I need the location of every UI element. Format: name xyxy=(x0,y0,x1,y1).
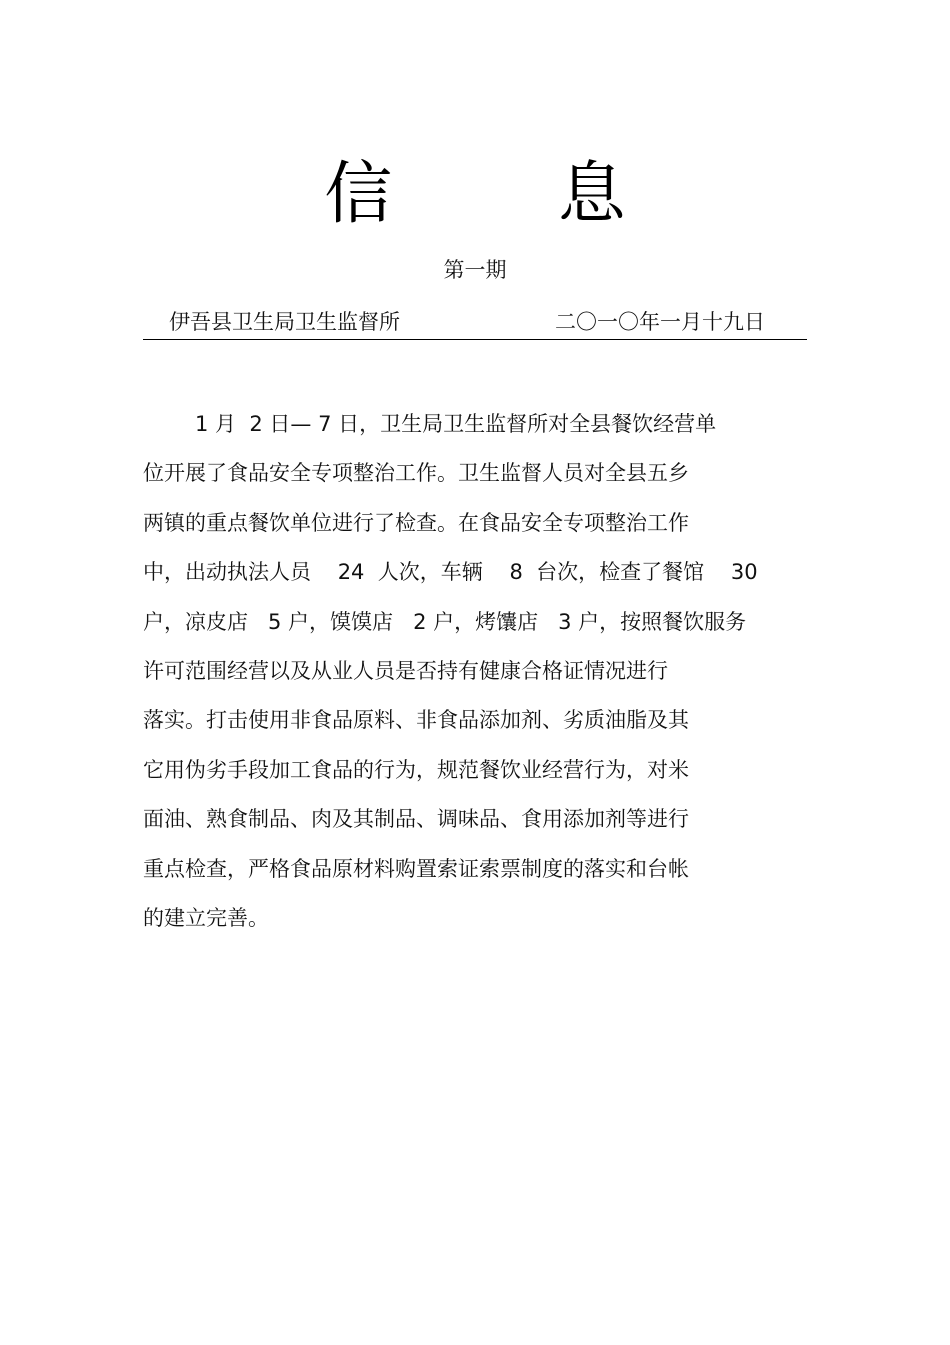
body-line: 它用伪劣手段加工食品的行为，规范餐饮业经营行为，对米 xyxy=(143,757,689,782)
header-rule xyxy=(143,305,807,340)
body-line: 面油、熟食制品、肉及其制品、调味品、食用添加剂等进行 xyxy=(143,807,689,832)
issue-number: 第一期 xyxy=(443,258,507,282)
body-line: 两镇的重点餐饮单位进行了检查。在食品安全专项整治工作 xyxy=(143,510,689,535)
body-line: 位开展了食品安全专项整治工作。卫生监督人员对全县五乡 xyxy=(143,461,689,486)
body-line: 许可范围经营以及从业人员是否持有健康合格证情况进行 xyxy=(143,658,668,683)
body-text xyxy=(143,400,813,943)
body-line: 重点检查，严格食品原材料购置索证索票制度的落实和台帐 xyxy=(143,856,689,881)
body-line: 的建立完善。 xyxy=(143,905,269,930)
body-line: 落实。打击使用非食品原料、非食品添加剂、劣质油脂及其 xyxy=(143,708,689,733)
issue-date: 二〇一〇年一月十九日 xyxy=(555,310,765,334)
body-line: 户，凉皮店 5 户，馍馍店 2 户，烤馕店 3 户，按照餐饮服务 xyxy=(143,609,747,634)
body-line: 中，出动执法人员 24 人次，车辆 8 台次，检查了餐馆 30 xyxy=(143,560,758,585)
page-title: 信 息 xyxy=(324,155,698,234)
body-line: 1 月 2 日— 7 日，卫生局卫生监督所对全县餐饮经营单 xyxy=(195,412,717,436)
issuing-office: 伊吾县卫生局卫生监督所 xyxy=(169,310,400,334)
